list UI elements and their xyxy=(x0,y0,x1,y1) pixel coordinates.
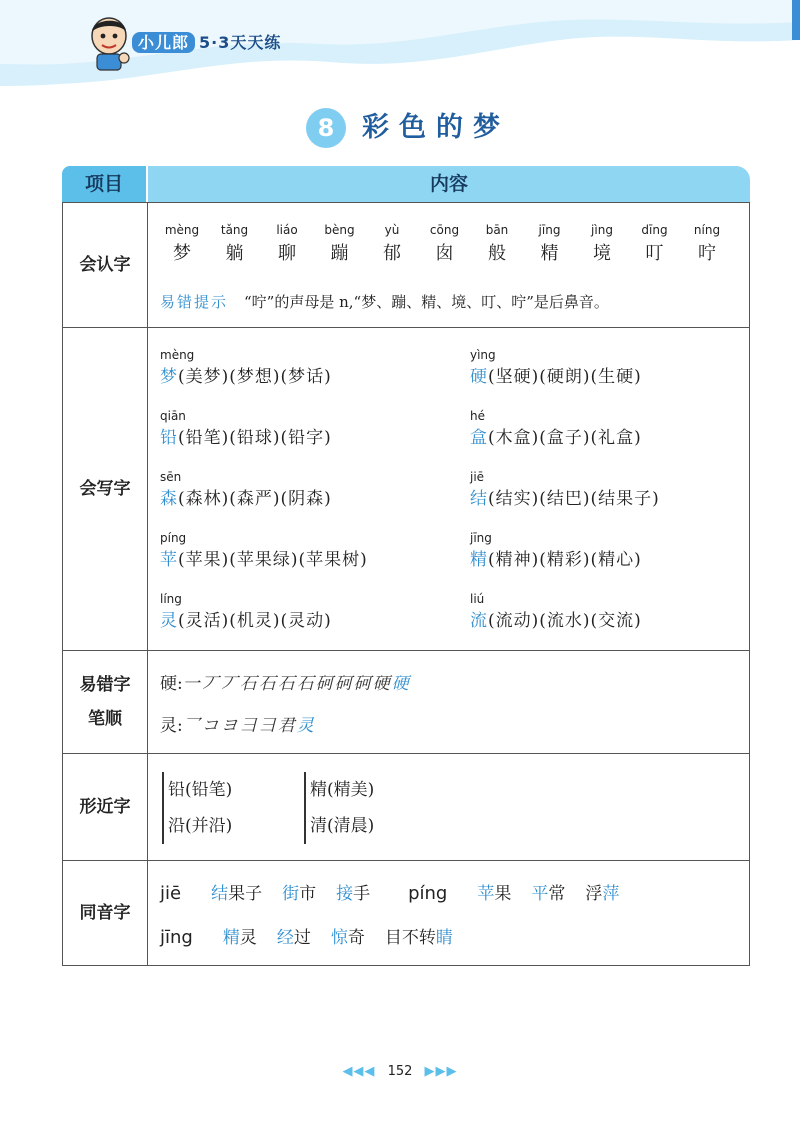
write-pinyin: qiān xyxy=(160,409,186,423)
word-rest: 果 xyxy=(494,884,512,904)
char-hanzi: 精 xyxy=(540,243,559,264)
write-line xyxy=(160,484,460,509)
recognize-char xyxy=(263,223,311,265)
write-char: 森 xyxy=(160,489,178,509)
write-words: (美梦)(梦想)(梦话) xyxy=(178,367,332,387)
homophone-pinyin: jiē xyxy=(160,883,182,904)
row-label-write: 会写字 xyxy=(63,328,148,650)
homophones-content xyxy=(148,861,749,965)
brand-name: 小儿郎 xyxy=(132,32,195,53)
stroke-label-line1: 易错字 xyxy=(79,675,131,695)
table-header xyxy=(62,166,750,202)
word-key-char: 萍 xyxy=(602,884,620,904)
write-char-entry xyxy=(470,531,770,570)
write-line xyxy=(160,423,460,448)
stroke-line-ying xyxy=(160,669,411,694)
row-recognize xyxy=(63,203,749,327)
lesson-number-badge: 8 xyxy=(306,108,346,148)
word-key-char: 接 xyxy=(336,884,354,904)
word-key-char: 平 xyxy=(531,884,549,904)
row-label-recognize: 会认字 xyxy=(63,203,148,327)
word-key-char: 睛 xyxy=(435,928,453,948)
write-line xyxy=(160,606,460,631)
header-content-label: 内容 xyxy=(429,173,468,195)
similar-word: 铅(铅笔) xyxy=(168,780,233,800)
similar-word: 精(精美) xyxy=(310,780,375,800)
recognize-char xyxy=(158,223,206,265)
similar-group-2 xyxy=(304,772,374,844)
write-char: 精 xyxy=(470,550,488,570)
write-pinyin: jiē xyxy=(470,470,485,484)
summary-table xyxy=(62,166,750,948)
write-char-entry xyxy=(470,470,770,509)
char-pinyin: jìng xyxy=(591,223,613,237)
word-key-char: 经 xyxy=(276,928,294,948)
row-stroke-order xyxy=(63,650,749,753)
word-key-char: 结 xyxy=(211,884,229,904)
char-hanzi: 郁 xyxy=(383,243,401,264)
stroke-sequence xyxy=(183,716,316,736)
char-pinyin: dīng xyxy=(641,223,668,237)
char-hanzi: 囱 xyxy=(435,243,454,264)
stroke-order-content xyxy=(148,651,749,753)
write-pinyin: píng xyxy=(160,531,187,545)
char-pinyin: bèng xyxy=(324,223,355,237)
write-line xyxy=(160,545,460,570)
write-pinyin: jīng xyxy=(470,531,492,545)
write-words: (苹果)(苹果绿)(苹果树) xyxy=(178,550,368,570)
row-similar xyxy=(63,753,749,860)
similar-group-1 xyxy=(162,772,232,844)
write-char: 结 xyxy=(470,489,488,509)
write-words: (铅笔)(铅球)(铅字) xyxy=(178,428,332,448)
recognize-char xyxy=(683,223,731,265)
write-pinyin: liú xyxy=(470,592,485,606)
write-char: 硬 xyxy=(470,367,488,387)
write-pinyin: sēn xyxy=(160,470,182,484)
homophone-word xyxy=(385,928,453,948)
word-rest: 手 xyxy=(353,884,371,904)
word-key-char: 苹 xyxy=(477,884,495,904)
char-hanzi: 躺 xyxy=(225,243,244,264)
char-hanzi: 境 xyxy=(593,243,611,264)
word-rest: 市 xyxy=(299,884,317,904)
word-rest: 奇 xyxy=(347,928,365,948)
row-label-stroke-order xyxy=(63,651,148,753)
row-write xyxy=(63,327,749,650)
write-char-entry xyxy=(470,592,770,631)
write-pinyin: líng xyxy=(160,592,182,606)
page-edge-tab xyxy=(792,0,800,40)
similar-word: 沿(并沿) xyxy=(168,816,233,836)
write-chars xyxy=(148,328,749,650)
word-key-char: 街 xyxy=(282,884,300,904)
char-pinyin: níng xyxy=(693,223,721,237)
recognize-char xyxy=(421,223,469,265)
tip-text: “咛”的声母是 n,“梦、蹦、精、境、叮、咛”是后鼻音。 xyxy=(244,293,609,311)
char-hanzi: 叮 xyxy=(645,243,664,264)
homophone-word xyxy=(585,884,619,904)
recognize-char xyxy=(368,223,416,265)
write-words: (灵活)(机灵)(灵动) xyxy=(178,611,332,631)
char-pinyin: liáo xyxy=(276,223,298,237)
write-words: (森林)(森严)(阴森) xyxy=(178,489,332,509)
header-cell-item xyxy=(62,166,146,202)
write-char-entry xyxy=(160,470,460,509)
write-line xyxy=(470,423,770,448)
stroke-char: 硬: xyxy=(160,674,183,694)
similar-content xyxy=(148,754,749,860)
char-hanzi: 梦 xyxy=(173,243,191,264)
homophone-word xyxy=(336,884,370,904)
write-char: 苹 xyxy=(160,550,178,570)
error-tip xyxy=(160,291,609,312)
recognize-char xyxy=(578,223,626,265)
word-rest: 常 xyxy=(548,884,566,904)
page-footer xyxy=(0,1064,800,1079)
homophone-word xyxy=(211,884,262,904)
write-pinyin: mèng xyxy=(160,348,195,362)
similar-word: 清(清晨) xyxy=(310,816,375,836)
header-item-label: 项目 xyxy=(84,173,123,195)
word-prefix: 目不转 xyxy=(384,928,436,948)
recognize-char xyxy=(316,223,364,265)
write-char: 流 xyxy=(470,611,488,631)
homophone-word xyxy=(477,884,511,904)
footer-arrows-left: ◀◀◀ xyxy=(342,1064,376,1079)
char-pinyin: bān xyxy=(485,223,509,237)
recognize-char xyxy=(631,223,679,265)
homophone-word xyxy=(223,928,257,948)
char-pinyin: yù xyxy=(384,223,400,237)
write-line xyxy=(470,362,770,387)
char-hanzi: 咛 xyxy=(698,243,716,264)
lesson-title: 彩色的梦 xyxy=(362,112,510,143)
homophone-line-2 xyxy=(160,923,473,948)
char-hanzi: 蹦 xyxy=(330,243,349,264)
char-pinyin: jīng xyxy=(538,223,561,237)
row-label-homophones: 同音字 xyxy=(63,861,148,965)
write-char: 铅 xyxy=(160,428,178,448)
write-char-entry xyxy=(470,348,770,387)
row-homophones xyxy=(63,860,749,965)
stroke-final: 灵 xyxy=(296,716,316,736)
homophone-pinyin: píng xyxy=(408,883,448,904)
recognize-char xyxy=(473,223,521,265)
homophone-pinyin: jīng xyxy=(160,927,193,948)
word-rest: 果子 xyxy=(228,884,263,904)
write-pinyin: hé xyxy=(470,409,485,423)
char-pinyin: tǎng xyxy=(220,223,249,237)
homophone-word xyxy=(331,928,365,948)
brand-series: 5·3天天练 xyxy=(199,33,282,52)
write-words: (结实)(结巴)(结果子) xyxy=(488,489,660,509)
stroke-sequence xyxy=(183,674,411,694)
homophone-word xyxy=(277,928,311,948)
write-char-entry xyxy=(160,348,460,387)
write-line xyxy=(160,362,460,387)
stroke-steps: 一丆丆石石石石砢砢砢硬 xyxy=(182,674,392,694)
write-words: (坚硬)(硬朗)(生硬) xyxy=(488,367,642,387)
write-line xyxy=(470,545,770,570)
stroke-line-ling xyxy=(160,711,316,736)
table-body xyxy=(62,202,750,966)
write-words: (精神)(精彩)(精心) xyxy=(488,550,642,570)
write-line xyxy=(470,606,770,631)
write-char-entry xyxy=(160,592,460,631)
stroke-steps: 乛コヨ彐彐君 xyxy=(182,716,297,736)
write-words: (流动)(流水)(交流) xyxy=(488,611,642,631)
mascot-boy-icon xyxy=(86,14,132,72)
word-key-char: 惊 xyxy=(330,928,348,948)
char-pinyin: cōng xyxy=(429,223,460,237)
write-char: 梦 xyxy=(160,367,178,387)
recognize-char xyxy=(526,223,574,265)
brand-logo xyxy=(132,30,281,53)
write-char-entry xyxy=(470,409,770,448)
stroke-char: 灵: xyxy=(160,716,183,736)
page-number: 152 xyxy=(387,1064,413,1079)
write-char: 盒 xyxy=(470,428,488,448)
stroke-label-line2: 笔顺 xyxy=(88,709,122,729)
char-pinyin: mèng xyxy=(164,223,200,237)
write-char-entry xyxy=(160,531,460,570)
word-rest: 过 xyxy=(293,928,311,948)
write-char: 灵 xyxy=(160,611,178,631)
homophone-word xyxy=(531,884,565,904)
row-label-similar: 形近字 xyxy=(63,754,148,860)
write-line xyxy=(470,484,770,509)
char-hanzi: 聊 xyxy=(278,243,296,264)
homophone-line-1 xyxy=(160,879,639,904)
stroke-final: 硬 xyxy=(391,674,411,694)
footer-arrows-right: ▶▶▶ xyxy=(424,1064,458,1079)
recognize-char xyxy=(211,223,259,265)
tip-label: 易错提示 xyxy=(160,293,229,311)
recognize-chars xyxy=(148,203,749,327)
header-cell-content xyxy=(148,166,750,202)
write-words: (木盒)(盒子)(礼盒) xyxy=(488,428,642,448)
write-pinyin: yìng xyxy=(470,348,496,362)
word-prefix: 浮 xyxy=(585,884,603,904)
homophone-word xyxy=(282,884,316,904)
write-char-entry xyxy=(160,409,460,448)
word-key-char: 精 xyxy=(222,928,240,948)
word-rest: 灵 xyxy=(239,928,257,948)
char-hanzi: 般 xyxy=(488,243,506,264)
